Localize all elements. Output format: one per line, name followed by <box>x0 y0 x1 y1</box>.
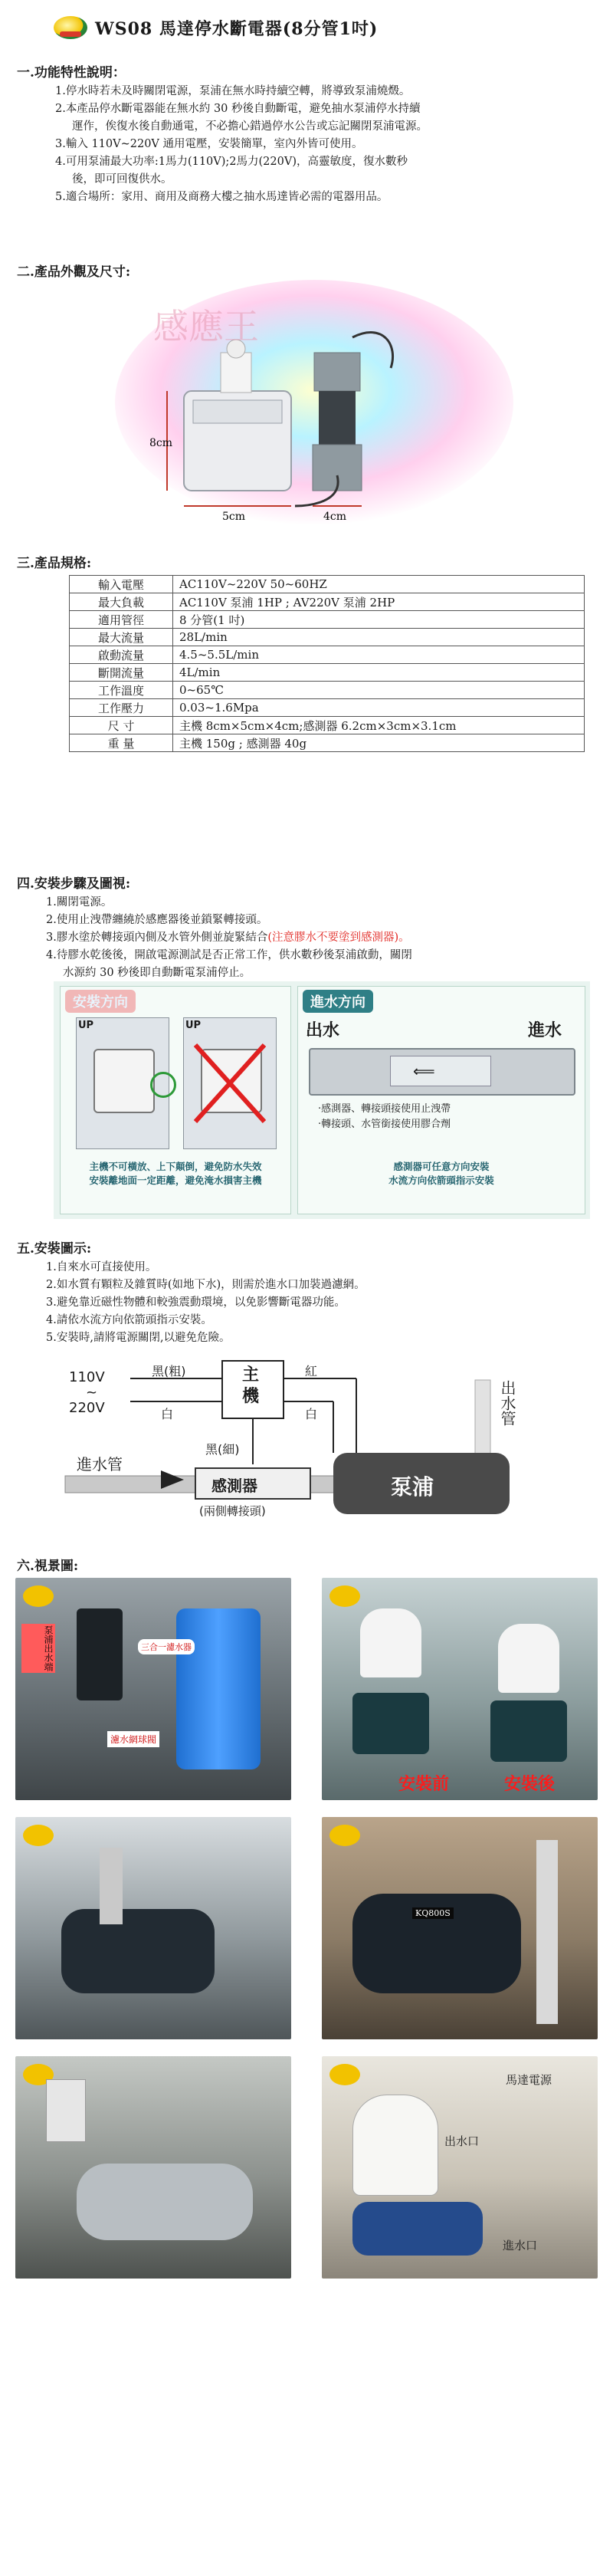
notes-list <box>46 1259 590 1347</box>
list-item: 1.自來水可直接使用。 <box>46 1261 157 1273</box>
wire-black-thick: 黑(粗) <box>152 1364 186 1378</box>
out-label: 出水 <box>306 1021 340 1040</box>
host-label: 主 機 <box>242 1365 260 1406</box>
photo-pump-4 <box>322 2056 598 2279</box>
dim-sensor: 4cm <box>323 511 347 523</box>
features-heading: 一.功能特性說明： <box>17 65 126 80</box>
photo-filter-install <box>15 1578 291 1800</box>
list-item: 5.安裝時,請將電源關閉,以避免危險。 <box>46 1332 231 1344</box>
photo-label: 安裝前 <box>398 1774 450 1794</box>
install-list <box>46 894 590 982</box>
outlet-pipe-label: 出水管 <box>498 1380 516 1426</box>
list-item: 4.可用泵浦最大功率:1馬力(110V);2馬力(220V)，高靈敏度，復水數秒 <box>55 156 408 168</box>
install-heading: 四.安裝步驟及圖視: <box>17 876 131 892</box>
photo-label: 泵浦出水端 <box>21 1624 55 1673</box>
wire-white-1: 白 <box>161 1407 174 1421</box>
up-label-1: UP <box>78 1020 94 1031</box>
flow-caption-2: 水流方向依箭頭指示安裝 <box>388 1175 494 1186</box>
list-item: 2.本產品停水斷電器能在無水約 30 秒後自動斷電，避免抽水泵浦停水持續 <box>55 103 421 115</box>
brand-logo-icon <box>23 1585 54 1607</box>
table-row: 適用管徑 8 分管(1 吋) <box>70 611 585 629</box>
appearance-heading: 二.產品外觀及尺寸: <box>17 264 131 280</box>
brand-logo-icon <box>23 1825 54 1846</box>
table-row: 工作溫度 0~65℃ <box>70 682 585 699</box>
voltage-tilde: ~ <box>86 1385 98 1401</box>
photo-before-after <box>322 1578 598 1800</box>
dim-height: 8cm <box>149 437 173 449</box>
list-item: 3.輸入 110V~220V 通用電壓，安裝簡單，室內外皆可使用。 <box>55 138 363 150</box>
spec-table <box>69 575 585 752</box>
table-row: 啟動流量 4.5~5.5L/min <box>70 646 585 664</box>
list-item: 3.避免靠近磁性物體和較強震動環境，以免影響斷電器功能。 <box>46 1296 346 1309</box>
table-row: 最大流量 28L/min <box>70 629 585 646</box>
list-item: 1.停水時若未及時關閉電源，泵浦在無水時持續空轉，將導致泵浦燒燬。 <box>55 85 411 97</box>
list-item: 3.膠水塗於轉接頭內側及水管外側並旋緊結合(注意膠水不要塗到感測器)。 <box>46 932 410 944</box>
page-title: WS08 馬達停水斷電器(8分管1吋) <box>95 18 379 39</box>
product-image <box>107 276 521 529</box>
list-item: 2.使用止洩帶纏繞於感應器後並鎖緊轉接頭。 <box>46 914 268 926</box>
photo-pump-1 <box>15 1817 291 2039</box>
list-item: 4.請依水流方向依箭頭指示安裝。 <box>46 1314 212 1326</box>
wire-black-thin: 黑(細) <box>205 1442 240 1457</box>
install-diagram <box>54 981 590 1219</box>
list-item: 5.適合場所：家用、商用及商務大樓之抽水馬達皆必需的電器用品。 <box>55 191 388 203</box>
flow-direction-title: 進水方向 <box>303 990 373 1013</box>
wrong-cross-icon <box>192 1041 268 1125</box>
wire-white-2: 白 <box>305 1407 318 1421</box>
mount-caption-1: 主機不可橫放、上下顛倒，避免防水失效 <box>89 1161 262 1172</box>
flow-bullet-1: ‧感測器、轉接頭接使用止洩帶 <box>318 1103 451 1115</box>
notes-heading: 五.安裝圖示: <box>17 1241 92 1257</box>
pump-label: 泵浦 <box>391 1474 434 1500</box>
inlet-pipe-label: 進水管 <box>77 1455 123 1474</box>
brand-logo-icon <box>329 1825 360 1846</box>
sensor-sub-label: (兩側轉接頭) <box>199 1504 266 1518</box>
up-label-2: UP <box>185 1020 202 1031</box>
list-item: 2.如水質有顆粒及雜質時(如地下水)，則需於進水口加裝過濾網。 <box>46 1279 366 1291</box>
brand-logo-icon <box>54 16 87 39</box>
photo-label: 出水口 <box>444 2134 480 2148</box>
voltage-label-2: 220V <box>69 1400 105 1416</box>
table-row: 最大負載 AC110V 泵浦 1HP ; AV220V 泵浦 2HP <box>70 593 585 611</box>
list-item: 水源約 30 秒後即自動斷電泵浦停止。 <box>63 967 251 979</box>
photo-label: 三合一濾水器 <box>138 1639 195 1654</box>
pump-model-label: KQ800S <box>412 1907 454 1919</box>
photo-label: 馬達電源 <box>506 2073 552 2087</box>
wiring-diagram <box>61 1357 567 1533</box>
list-item: 後，即可回復供水。 <box>72 173 172 186</box>
brand-logo-icon <box>329 2064 360 2085</box>
flow-caption-1: 感測器可任意方向安裝 <box>393 1161 490 1172</box>
glue-warning: (注意膠水不要塗到感測器)。 <box>267 932 410 944</box>
table-row: 工作壓力 0.03~1.6Mpa <box>70 699 585 717</box>
voltage-label-1: 110V <box>69 1369 105 1385</box>
photo-label: 濾水網球閥 <box>107 1731 159 1747</box>
in-label: 進水 <box>528 1021 562 1040</box>
wire-red: 紅 <box>305 1364 318 1378</box>
spec-heading: 三.產品規格: <box>17 556 92 571</box>
table-row: 斷開流量 4L/min <box>70 664 585 682</box>
watermark-text: 感應王 <box>153 306 259 347</box>
brand-logo-icon <box>329 1585 360 1607</box>
photo-pump-3 <box>15 2056 291 2279</box>
table-row: 重 量 主機 150g ; 感測器 40g <box>70 734 585 752</box>
table-row: 輸入電壓 AC110V~220V 50~60HZ <box>70 576 585 593</box>
photo-label: 安裝後 <box>504 1774 556 1794</box>
features-list <box>55 83 584 206</box>
mount-caption-2: 安裝離地面一定距離，避免淹水損害主機 <box>89 1175 262 1186</box>
mount-direction-title: 安裝方向 <box>65 990 136 1013</box>
ok-icon <box>150 1072 176 1098</box>
sensor-label: 感測器 <box>211 1477 257 1495</box>
photo-label: 進水口 <box>503 2239 538 2252</box>
table-row: 尺 寸 主機 8cm×5cm×4cm;感測器 6.2cm×3cm×3.1cm <box>70 717 585 734</box>
list-item: 1.關閉電源。 <box>46 896 113 909</box>
page-header <box>54 11 590 44</box>
dim-width: 5cm <box>222 511 246 523</box>
list-item: 4.待膠水乾後後，開啟電源測試是否正常工作，供水數秒後泵浦啟動，關閉 <box>46 949 412 961</box>
photo-pump-2 <box>322 1817 598 2039</box>
views-heading: 六.視景圖: <box>17 1559 79 1574</box>
flow-arrow-icon: ⟸ <box>413 1062 435 1080</box>
flow-bullet-2: ‧轉接頭、水管銜接使用膠合劑 <box>318 1119 451 1130</box>
list-item: 運作，俟復水後自動通電，不必擔心錯過停水公告或忘記關閉泵浦電源。 <box>72 120 428 133</box>
